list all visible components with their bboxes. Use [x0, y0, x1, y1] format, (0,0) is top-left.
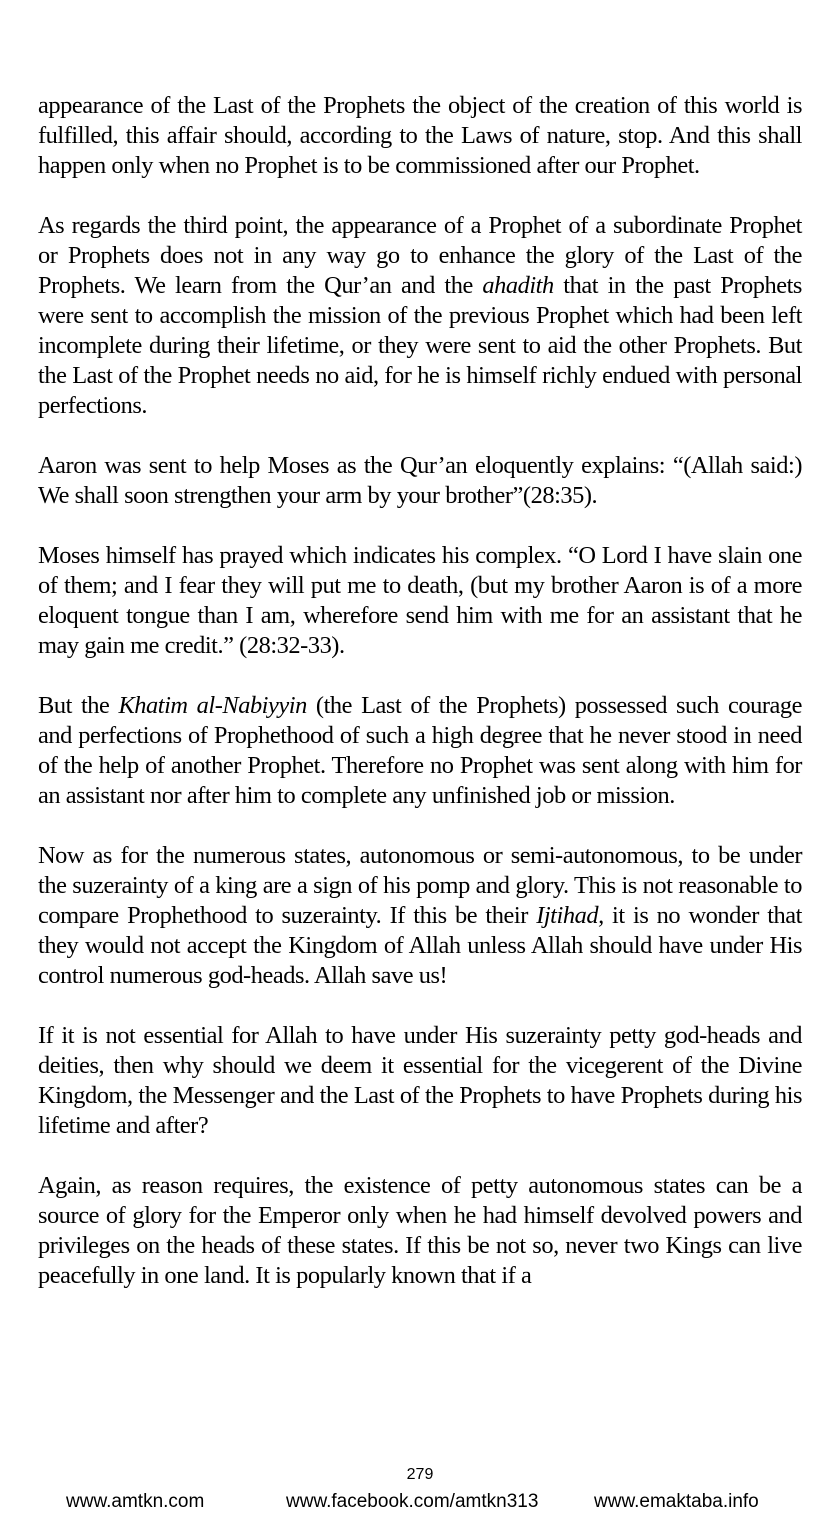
text-segment: If it is not essential for Allah to have under His suzerainty petty god-heads and deities, then why should we deem it essential for the vicegerent of the Divine Kingdom, the Messenger and the Last of the Prophets to have Prophets during his lifetime and after?: [38, 1022, 802, 1139]
text-segment: Moses himself has prayed which indicates his complex. “O Lord I have slain one of them; and I fear they will put me to death, (but my brother Aaron is of a more eloquent tongue than I am, wherefore send him with me for an assistant that he may gain me credit.” (28:32-33).: [38, 542, 802, 659]
text-segment: it is no wonder that they would not accept the Kingdom of Allah unless Allah should have under His control numerous god-heads. Allah save us!: [38, 902, 802, 989]
italic-term: ahadith: [482, 272, 554, 299]
paragraph: [38, 691, 802, 811]
footer-link-facebook[interactable]: www.facebook.com/amtkn313: [286, 1491, 539, 1512]
paragraph: [38, 91, 802, 181]
paragraph: [38, 211, 802, 421]
text-segment: Aaron was sent to help Moses as the Qur’an eloquently explains: “(Allah said:) We shall soon strengthen your arm by your brother”(28:35).: [38, 452, 802, 509]
paragraph: [38, 841, 802, 991]
text-segment: But the: [38, 692, 119, 719]
text-segment: (the Last of the Prophets) possessed such courage and perfections of Prophethood of such a high degree that he never stood in need of the help of another Prophet. Therefore no Prophet was sent along with him for an assistant nor after him to complete any unfinished job or mission.: [38, 692, 802, 809]
paragraph: [38, 451, 802, 511]
page-body: [38, 91, 802, 1321]
text-segment: Now as for the numerous states, autonomous or semi-autonomous, to be under the suzerainty of a king are a sign of his pomp and glory. This is not reasonable to compare Prophethood to suzerainty. If this be their: [38, 842, 802, 929]
text-segment: appearance of the Last of the Prophets the object of the creation of this world is fulfilled, this affair should, according to the Laws of nature, stop. And this shall happen only when no Prophet is to be commissioned after our Prophet.: [38, 92, 802, 179]
italic-term: Ijtihad,: [536, 902, 604, 929]
paragraph: [38, 1021, 802, 1141]
paragraph: [38, 1171, 802, 1291]
footer-link-amtkn[interactable]: www.amtkn.com: [66, 1491, 205, 1512]
footer-link-emaktaba[interactable]: www.emaktaba.info: [594, 1491, 759, 1512]
text-segment: that in the past Prophets were sent to accomplish the mission of the previous Prophet which had been left incomplete during their lifetime, or they were sent to aid the other Prophets. But the Last of the Prophet needs no aid, for he is himself richly endued with personal perfections.: [38, 272, 802, 419]
italic-term: Khatim al-Nabiyyin: [118, 692, 307, 719]
text-segment: As regards the third point, the appearance of a Prophet of a subordinate Prophet or Prophets does not in any way go to enhance the glory of the Last of the Prophets. We learn from the Qur’an and the: [38, 212, 802, 299]
text-segment: Again, as reason requires, the existence of petty autonomous states can be a source of glory for the Emperor only when he had himself devolved powers and privileges on the heads of these states. If this be not so, never two Kings can live peacefully in one land. It is popularly known that if a: [38, 1172, 802, 1289]
page-number: 279: [406, 1466, 434, 1483]
paragraph: [38, 541, 802, 661]
